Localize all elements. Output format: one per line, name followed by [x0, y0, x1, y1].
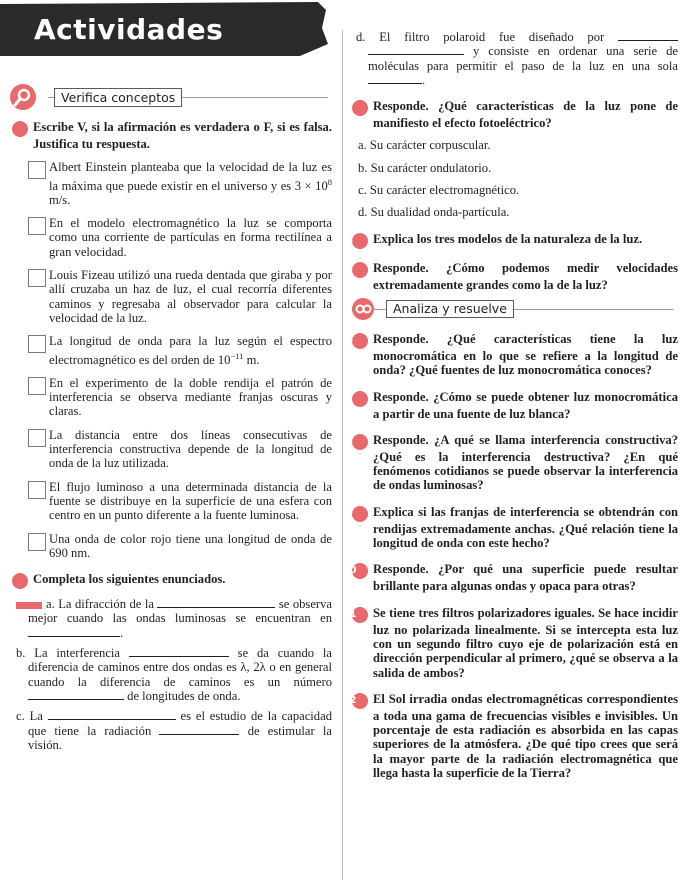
question-text: Explica los tres modelos de la naturaleza de la luz. — [373, 231, 643, 246]
question-10 — [342, 562, 678, 594]
fill-text: d. El filtro polaroid fue diseñado por — [356, 30, 618, 44]
true-false-item — [12, 428, 332, 471]
option-d[interactable]: d. Su dualidad onda-partícula. — [358, 205, 510, 220]
accent-stub — [16, 602, 42, 609]
item-text-tail: m. — [243, 352, 260, 367]
question-3 — [346, 99, 678, 131]
answer-checkbox[interactable] — [28, 533, 46, 551]
question-prompt: Responde. ¿Qué características de la luz pone de manifiesto el efecto fotoeléctrico? — [373, 99, 678, 131]
question-number: 9 — [352, 506, 368, 522]
blank-field[interactable] — [28, 689, 124, 700]
blank-field[interactable] — [129, 646, 229, 657]
true-false-item — [12, 216, 332, 259]
question-6 — [346, 331, 678, 378]
question-11 — [342, 605, 678, 680]
true-false-item — [12, 376, 332, 419]
question-number: 8 — [352, 434, 368, 450]
fill-text: se da cuando la diferencia de caminos entre dos ondas es λ, 2λ o en general cuando la diferencia de caminos es un número — [28, 646, 332, 689]
blank-field[interactable] — [48, 709, 176, 720]
question-text: Responde. ¿Por qué una superficie puede resultar brillante para algunas ondas y opaca para otras? — [373, 562, 678, 594]
blank-field[interactable] — [159, 724, 239, 735]
question-number: 6 — [352, 333, 368, 349]
fill-text: es el estudio de la capacidad que tiene la radiación — [28, 709, 332, 738]
fill-item-b — [12, 646, 332, 703]
question-8 — [346, 432, 678, 493]
blank-field[interactable] — [618, 30, 678, 41]
column-divider — [342, 30, 343, 880]
fill-text: b. La interferencia — [16, 646, 129, 661]
page-title: Actividades — [34, 13, 224, 46]
question-prompt: Escribe V, si la afirmación es verdadera o F, si es falsa. Justifica tu respuesta. — [33, 120, 332, 151]
blank-field[interactable] — [157, 597, 275, 608]
question-1 — [6, 120, 332, 151]
section-label: Analiza y resuelve — [386, 300, 514, 318]
question-prompt: Completa los siguientes enunciados. — [33, 572, 226, 587]
true-false-item — [12, 268, 332, 325]
fill-text: de longitudes de onda. — [124, 688, 241, 703]
question-number: 2 — [12, 573, 28, 589]
item-text: Louis Fizeau utilizó una rueda dentada que giraba y por allí cruzaba un haz de luz, el cual recorría diferentes caminos y regresaba al observador para calcular la velocidad de la luz. — [49, 268, 332, 325]
answer-checkbox[interactable] — [28, 481, 46, 499]
question-number: 7 — [352, 391, 368, 407]
true-false-item — [12, 334, 332, 367]
answer-checkbox[interactable] — [28, 377, 46, 395]
gears-icon — [352, 298, 374, 320]
left-column — [6, 120, 332, 752]
question-2 — [6, 572, 332, 589]
question-text: Responde. ¿Cómo podemos medir velocidades extremadamente grandes como la de la luz? — [373, 260, 678, 292]
fill-text: . — [120, 625, 124, 640]
question-number: 12 — [352, 693, 368, 709]
question-9 — [346, 504, 678, 551]
section-analiza-resuelve — [352, 298, 678, 324]
fill-item-d — [352, 30, 678, 87]
answer-checkbox[interactable] — [28, 161, 46, 179]
question-number: 4 — [352, 233, 368, 249]
item-text: La distancia entre dos líneas consecutivas de interferencia constructiva depende de la longitud de onda de la luz utilizada. — [49, 427, 332, 471]
answer-checkbox[interactable] — [28, 429, 46, 447]
section-verifica-conceptos — [10, 84, 334, 110]
true-false-item — [12, 160, 332, 207]
question-text: Se tiene tres filtros polarizadores iguales. Se hace incidir luz no polarizada linealmente. Si se intercepta esta luz con un segundo filtro cuyo eje de polarización está en dirección perpendicular al primero, ¿qué se observa a la salida de ambos? — [373, 605, 678, 680]
blank-field[interactable] — [368, 73, 422, 84]
question-4 — [346, 231, 678, 249]
true-false-item — [12, 532, 332, 561]
question-number: 1 — [12, 121, 28, 137]
question-number: 11 — [352, 607, 368, 623]
fill-text: y consiste en ordenar una serie de moléculas para permitir el paso de la luz en una sola — [368, 44, 678, 73]
header-band — [0, 0, 330, 58]
option-b[interactable]: b. Su carácter ondulatorio. — [358, 160, 492, 175]
option-c[interactable]: c. Su carácter electromagnético. — [358, 183, 520, 198]
item-text: El flujo luminoso a una determinada distancia de la fuente se distribuye en la superficie de una esfera con centro en un punto diferente a la fuente luminosa. — [49, 479, 332, 523]
item-text: En el experimento de la doble rendija el patrón de interferencia se observa mediante franjas oscuras y claras. — [49, 375, 332, 419]
superscript: 8 — [327, 176, 332, 187]
question-text: Responde. ¿A qué se llama interferencia constructiva? ¿Qué es la interferencia destructiva? ¿En qué fenómenos cotidianos se puede observar la interferencia de ondas luminosas? — [373, 432, 678, 493]
answer-checkbox[interactable] — [28, 335, 46, 353]
fill-item-a — [12, 597, 332, 640]
fill-text: se observa mejor cuando las ondas luminosas se encuentran en — [28, 597, 332, 626]
question-text: Responde. ¿Qué características tiene la luz monocromática en lo que se refiere a la longitud de onda? ¿Qué fuentes de luz monocromática conoces? — [373, 331, 678, 378]
item-text: Una onda de color rojo tiene una longitud de onda de 690 nm. — [49, 531, 332, 560]
answer-checkbox[interactable] — [28, 217, 46, 235]
search-icon — [10, 84, 36, 110]
fill-text: a. La difracción de la — [46, 597, 158, 612]
question-7 — [346, 389, 678, 421]
question-number: 5 — [352, 262, 368, 278]
fill-text: c. La — [16, 709, 48, 724]
fill-text: de estimular la visión. — [28, 723, 332, 752]
true-false-item — [12, 480, 332, 523]
section-label: Verifica conceptos — [54, 88, 182, 107]
item-text: La longitud de onda para la luz según el espectro electromagnético es del orden de 10 — [49, 334, 332, 367]
question-number: 3 — [352, 100, 368, 116]
question-text: El Sol irradia ondas electromagnéticas correspondientes a toda una gama de frecuencias visibles e invisibles. Un porcentaje de esta radiación es absorbida en las capas superiores de la atmósfera. ¿De qué tipo crees que será la mayor parte de la radiación electromagnética que llega hasta la superficie de la Tierra? — [373, 691, 678, 781]
question-text: Responde. ¿Cómo se puede obtener luz monocromática a partir de una fuente de luz blanca? — [373, 389, 678, 421]
right-column — [342, 30, 678, 781]
item-text: En el modelo electromagnético la luz se comporta como una corriente de partículas en forma rectilínea a gran velocidad. — [49, 216, 332, 259]
question-5 — [346, 260, 678, 292]
blank-field[interactable] — [28, 626, 120, 637]
superscript: −11 — [230, 350, 244, 361]
question-text: Explica si las franjas de interferencia se obtendrán con rendijas extremadamente anchas. ¿Qué relación tiene la longitud de onda con este hecho? — [373, 504, 678, 551]
option-a[interactable]: a. Su carácter corpuscular. — [358, 138, 491, 153]
question-12 — [342, 691, 678, 781]
fill-text: . — [422, 72, 426, 87]
blank-field[interactable] — [368, 44, 464, 55]
fill-item-c — [12, 709, 332, 752]
answer-checkbox[interactable] — [28, 269, 46, 287]
question-number: 10 — [352, 563, 368, 579]
item-text-tail: m/s. — [49, 192, 71, 207]
item-text: Albert Einstein planteaba que la velocidad de la luz es la máxima que puede existir en el universo y es 3 × 10 — [49, 160, 332, 193]
